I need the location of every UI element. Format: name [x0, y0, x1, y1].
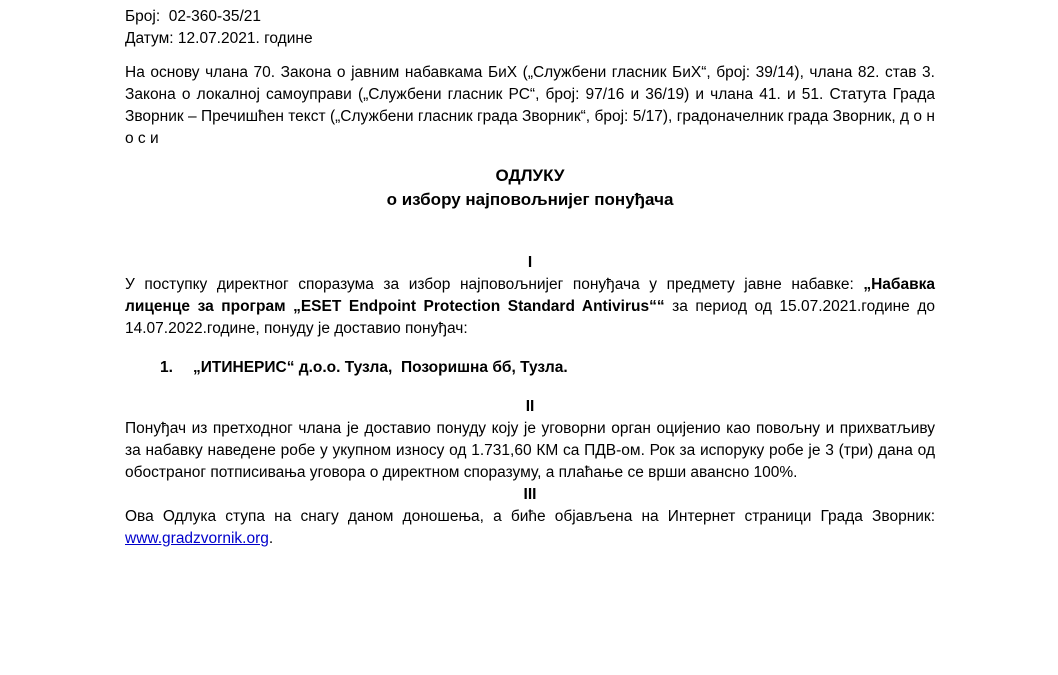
decision-title: ОДЛУКУ [495, 166, 565, 185]
section-2-marker: II [525, 398, 535, 415]
section-3-paragraph [125, 506, 935, 550]
bidder-name-text: „ИТИНЕРИС“ д.о.о. Тузла, Позоришна бб, Тузла. [193, 359, 568, 376]
procurement-period-text: за период од 15.07.2021.године до 14.07.2022.године, понуду је доставио понуђач: [125, 298, 935, 337]
bidder-list-item [160, 357, 935, 379]
section-3-marker: III [523, 486, 537, 503]
section-3-closing-period: . [268, 530, 274, 547]
section-1-marker: I [527, 254, 533, 271]
gradzvornik-website-link[interactable]: www.gradzvornik.org [125, 530, 269, 547]
document-date-line: Датум: 12.07.2021. године [125, 30, 313, 47]
section-2-paragraph: Понуђач из претходног члана је доставио понуду коју је уговорни орган оцијенио као повољну и прихватљиву за набавку наведене робе у укупном износу од 1.731,60 КМ са ПДВ-ом. Рок за испоруку робе је 3 (три) дана од обостраног потписивања уговора о директном споразуму, а плаћање се врши авансно 100%. [125, 420, 935, 481]
document-number-line: Број: 02-360-35/21 [125, 8, 261, 25]
decision-subtitle: о избору најповољнијег понуђача [386, 190, 674, 209]
section-1-paragraph [125, 274, 935, 340]
bidder-list-number: 1. [160, 359, 173, 376]
section-1-intro-text: У поступку директног споразума за избор најповољнијег понуђача у предмету јавне набавке: [125, 276, 864, 293]
section-3-body-text: Ова Одлука ступа на снагу даном доношења, а биће објављена на Интернет страници Града Зворник: [125, 508, 935, 525]
procurement-subject-text: „Набавка лиценце за програм „ESET Endpoint Protection Standard Antivirus““ [125, 276, 935, 315]
legal-preamble-paragraph: На основу члана 70. Закона о јавним набавкама БиХ („Службени гласник БиХ“, број: 39/14), члана 82. став 3. Закона о локалној самоуправи („Службени гласник РС“, број: 97/16 и 36/19) и члана 41. и 51. Статута Града Зворник – Пречишћен текст („Службени гласник града Зворник“, број: 5/17), градоначелник града Зворник, д о н о с и [125, 64, 935, 147]
